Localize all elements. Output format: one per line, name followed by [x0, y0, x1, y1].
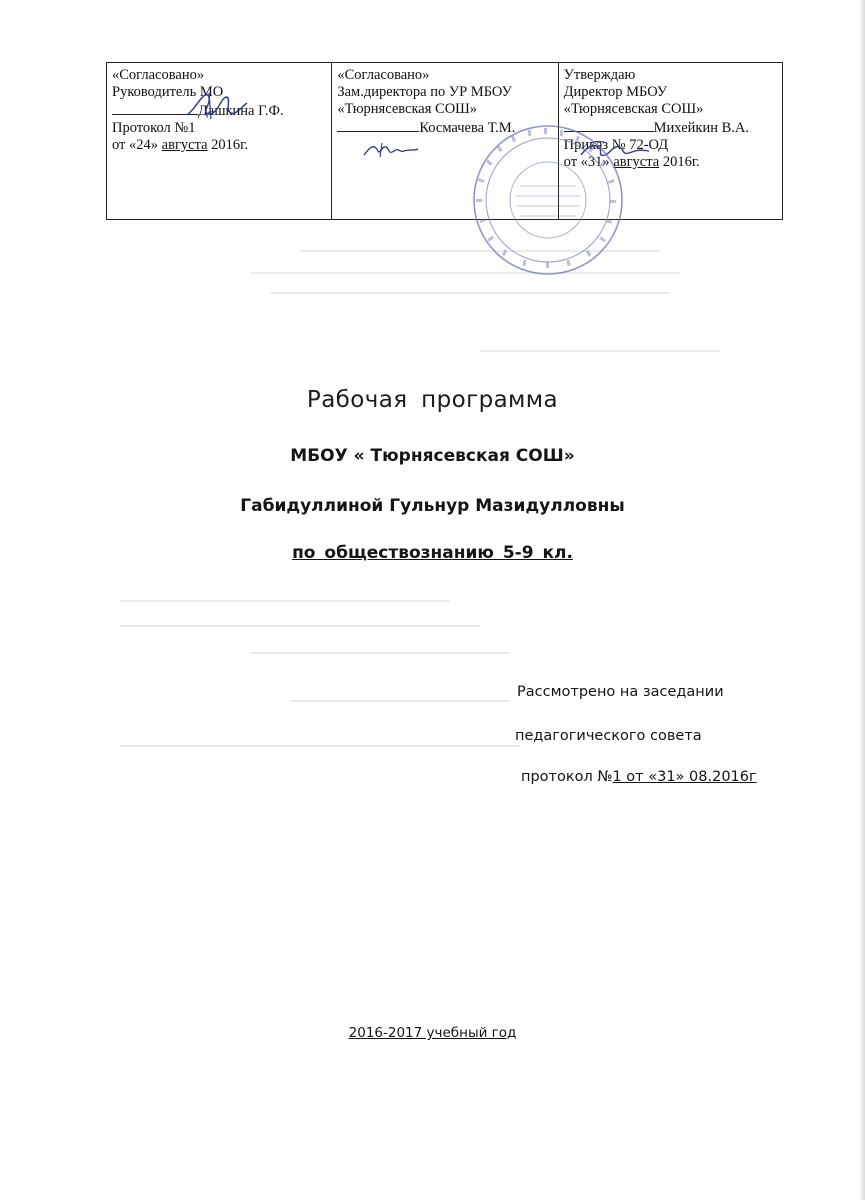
signature-blank: [564, 118, 654, 132]
approver-name: Михейкин В.А.: [653, 120, 749, 136]
show-through-line: [250, 652, 510, 654]
show-through-line: [250, 272, 680, 274]
review-protocol: [521, 769, 757, 785]
approval-cell-director: [558, 63, 782, 219]
approval-table: [106, 62, 783, 220]
approval-signature-line: [564, 118, 778, 137]
review-protocol-number-date: 1 от «31» 08.2016г: [612, 769, 757, 785]
order-number: Приказ № 72-ОД: [563, 137, 669, 153]
signature-blank: [112, 101, 198, 115]
review-line-1: Рассмотрено на заседании: [517, 684, 724, 700]
approval-label: Утверждаю: [563, 67, 636, 83]
approval-label: «Согласовано»: [337, 67, 430, 83]
approval-position: Директор МБОУ: [563, 84, 668, 100]
approval-school: «Тюрнясевская СОШ»: [337, 101, 478, 117]
show-through-line: [120, 600, 450, 602]
signature-blank: [337, 118, 419, 132]
approval-position: Зам.директора по УР МБОУ: [337, 84, 512, 100]
date-suffix: 2016г.: [659, 154, 700, 170]
approval-label: «Согласовано»: [112, 67, 205, 83]
approval-cell-methodology-head: [107, 63, 331, 219]
academic-year: 2016-2017 учебный год: [348, 1025, 517, 1041]
approval-school: «Тюрнясевская СОШ»: [563, 101, 704, 117]
review-line-2: педагогического совета: [515, 728, 702, 744]
show-through-line: [120, 625, 480, 627]
date-prefix: от «24»: [112, 137, 162, 153]
approval-position: Руководитель МО: [112, 84, 224, 100]
date-month: августа: [161, 137, 208, 153]
teacher-name: Габидуллиной Гульнур Мазидулловны: [240, 496, 625, 516]
date-prefix: от «31»: [563, 154, 614, 170]
handwritten-signature-2: [360, 139, 422, 161]
page-edge-shadow: [859, 0, 865, 1200]
approval-date: [112, 137, 327, 154]
date-suffix: 2016г.: [207, 137, 249, 153]
school-name: МБОУ « Тюрнясевская СОШ»: [290, 446, 575, 466]
approval-cell-deputy-director: [331, 63, 557, 219]
review-protocol-prefix: протокол №: [521, 769, 613, 785]
approval-signature-line: [337, 118, 553, 137]
show-through-line: [290, 700, 510, 702]
date-month: августа: [613, 154, 660, 170]
show-through-line: [480, 350, 720, 352]
approval-date: [564, 154, 778, 171]
protocol-number: Протокол №1: [112, 120, 196, 136]
approval-signature-line: [112, 101, 327, 120]
show-through-line: [270, 292, 670, 294]
subject-line: по обществознанию 5-9 кл.: [292, 543, 573, 563]
show-through-line: [300, 250, 660, 252]
approver-name: Дашкина Г.Ф.: [198, 103, 284, 119]
approver-name: Космачева Т.М.: [419, 120, 516, 136]
show-through-line: [120, 745, 520, 747]
document-title: Рабочая программа: [306, 387, 559, 413]
